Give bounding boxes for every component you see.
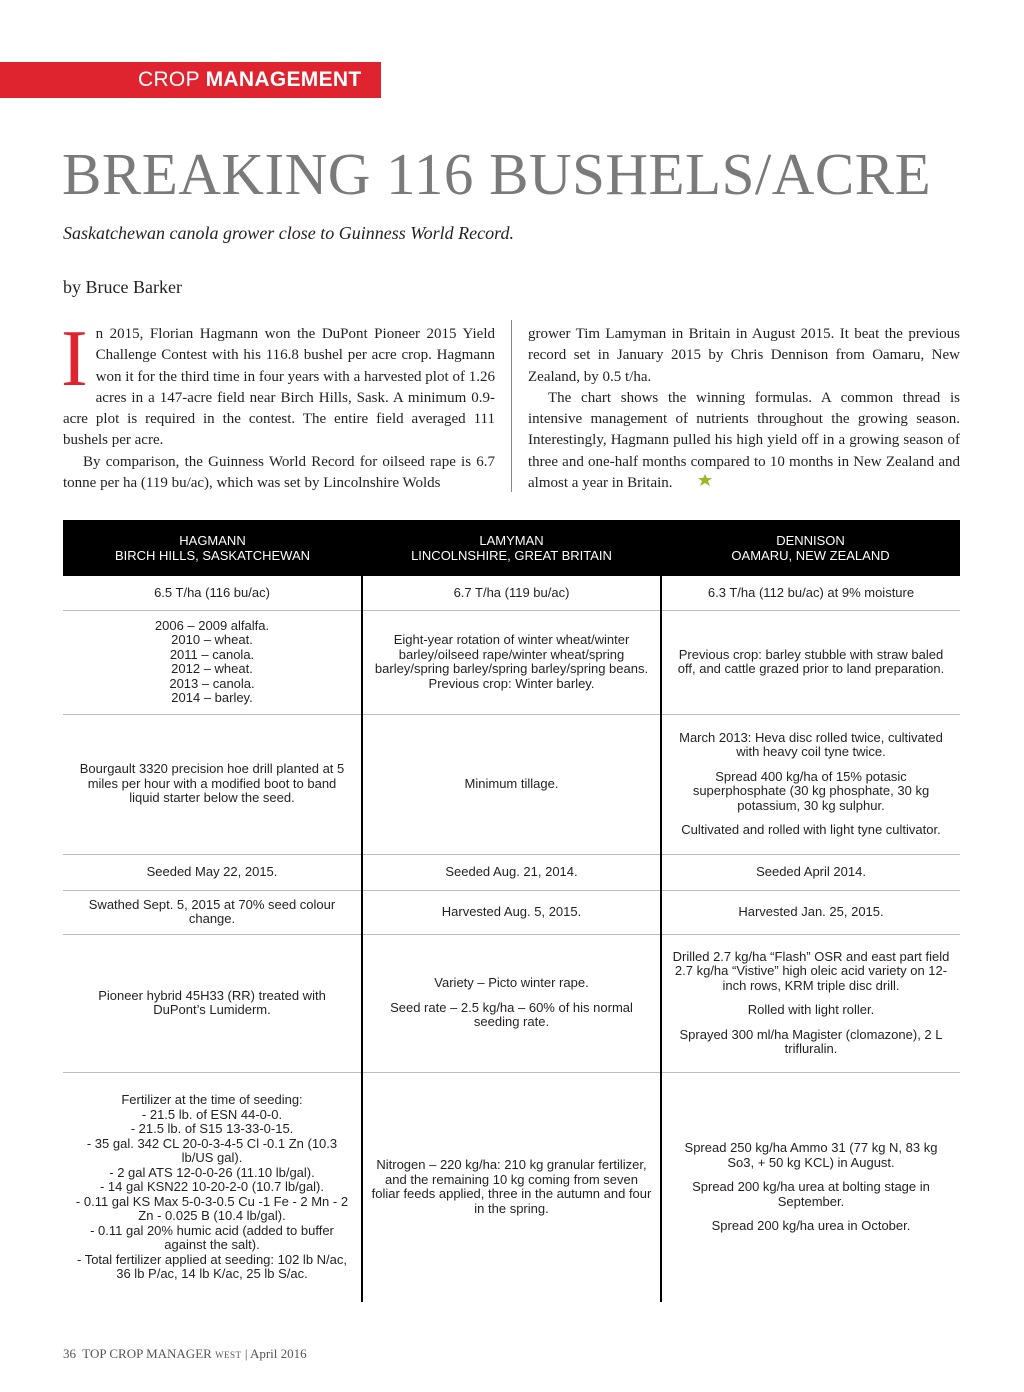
table-cell bbox=[661, 1072, 960, 1302]
table-cell-text: Bourgault 3320 precision hoe drill planted at 5 miles per hour with a modified boot to band liquid starter below the seed. bbox=[79, 761, 345, 806]
table-cell bbox=[661, 890, 960, 934]
table-row bbox=[63, 854, 960, 890]
table-cell-text: Minimum tillage. bbox=[464, 775, 559, 791]
table-cell bbox=[362, 934, 661, 1072]
table-cell-text: Swathed Sept. 5, 2015 at 70% seed colour change. bbox=[88, 896, 336, 926]
table-cell-text: Seeded May 22, 2015. bbox=[146, 863, 278, 879]
table-cell-text: March 2013: Heva disc rolled twice, cultivated with heavy coil tyne twice. bbox=[679, 729, 943, 759]
table-cell bbox=[63, 576, 362, 610]
table-cell bbox=[362, 854, 661, 890]
table-cell bbox=[63, 610, 362, 714]
table-cell-text: Nitrogen – 220 kg/ha: 210 kg granular fertilizer, and the remaining 10 kg coming from seven foliar feeds applied, three in the autumn and four in the spring. bbox=[371, 1157, 652, 1216]
table-cell bbox=[362, 714, 661, 854]
dropcap: I bbox=[61, 315, 88, 403]
table-cell bbox=[661, 576, 960, 610]
table-cell-text: Spread 400 kg/ha of 15% potasic superphosphate (30 kg phosphate, 30 kg potassium, 30 kg sulphur. bbox=[692, 768, 930, 813]
table-cell-text: 6.3 T/ha (112 bu/ac) at 9% moisture bbox=[707, 584, 915, 600]
comparison-table bbox=[63, 520, 960, 1302]
table-cell-text: Spread 250 kg/ha Ammo 31 (77 kg N, 83 kg So3, + 50 kg KCL) in August. bbox=[684, 1140, 938, 1170]
table-cell bbox=[362, 1072, 661, 1302]
table-cell-text: Harvested Jan. 25, 2015. bbox=[738, 903, 884, 919]
headline: BREAKING 116 BUSHELS/ACRE bbox=[62, 141, 932, 207]
table-header-lamyman: LAMYMAN LINCOLNSHIRE, GREAT BRITAIN bbox=[362, 520, 661, 576]
table-cell bbox=[661, 610, 960, 714]
table-cell bbox=[362, 610, 661, 714]
table-cell bbox=[63, 854, 362, 890]
table-cell-text: Harvested Aug. 5, 2015. bbox=[441, 903, 582, 919]
table-cell bbox=[661, 934, 960, 1072]
table-cell bbox=[661, 854, 960, 890]
column-divider bbox=[511, 320, 512, 492]
table-cell-text: Eight-year rotation of winter wheat/winter barley/oilseed rape/winter wheat/spring barley/spring barley/spring barley/spring beans. Previous crop: Winter barley. bbox=[374, 632, 649, 691]
table-cell bbox=[362, 890, 661, 934]
table-cell-text: Seeded April 2014. bbox=[756, 863, 866, 879]
article-column-right bbox=[528, 324, 960, 496]
table-row bbox=[63, 934, 960, 1072]
table-cell bbox=[661, 714, 960, 854]
table-header-row bbox=[63, 520, 960, 576]
table-cell bbox=[63, 1072, 362, 1302]
section-label-light: CROP bbox=[138, 68, 200, 91]
article-paragraph-continued: grower Tim Lamyman in Britain in August 2015. It beat the previous record set in January 2015 by Chris Dennison from Oamaru, New Zealand, by 0.5 t/ha. bbox=[528, 326, 960, 385]
table-cell bbox=[63, 934, 362, 1072]
deck: Saskatchewan canola grower close to Guinness World Record. bbox=[63, 223, 514, 243]
byline: by Bruce Barker bbox=[63, 277, 182, 297]
page-footer bbox=[63, 1346, 307, 1362]
table-cell-text: Previous crop: barley stubble with straw baled off, and cattle grazed prior to land preparation. bbox=[677, 646, 945, 676]
table-cell-text: Drilled 2.7 kg/ha “Flash” OSR and east part field 2.7 kg/ha “Vistive” high oleic acid variety on 12-inch rows, KRM triple disc drill. bbox=[672, 948, 950, 993]
table-cell-text: Variety – Picto winter rape. bbox=[434, 975, 589, 991]
table-cell bbox=[362, 576, 661, 610]
table-cell-text: Rolled with light roller. bbox=[747, 1002, 875, 1017]
table-cell-text: Sprayed 300 ml/ha Magister (clomazone), 2 L trifluralin. bbox=[679, 1026, 943, 1056]
table-cell-text: Spread 200 kg/ha urea at bolting stage in September. bbox=[692, 1179, 930, 1209]
article-paragraph: The chart shows the winning formulas. A common thread is intensive management of nutrients throughout the growing season. Interestingly, Hagmann pulled his high yield off in a growing season of three and one-half months compared to 10 months in New Zealand and almost a year in Britain. bbox=[528, 388, 960, 496]
canola-leaf-icon bbox=[677, 473, 713, 496]
table-header-hagmann: HAGMANN BIRCH HILLS, SASKATCHEWAN bbox=[63, 520, 362, 576]
table-cell bbox=[63, 890, 362, 934]
table-row bbox=[63, 610, 960, 714]
section-tab bbox=[0, 62, 381, 98]
table-cell-text: Pioneer hybrid 45H33 (RR) treated with DuPont’s Lumiderm. bbox=[98, 987, 326, 1017]
table-cell-text: Fertilizer at the time of seeding: - 21.5 lb. of ESN 44-0-0. - 21.5 lb. of S15 13-33-0-15. - 35 gal. 342 CL 20-0-3-4-5 Cl -0.1 Zn (10.3 lb/US gal). - 2 gal ATS 12-0-0-26 (11.10 lb/gal). - 14 gal KSN22 10-20-2-0 (10.7 lb/gal). - 0.11 gal KS Max 5-0-3-0.5 Cu -1 Fe - 2 Mn - 2 Zn - 0.025 B (10.4 lb/gal). - 0.11 gal 20% humic acid (added to buffer against the salt). - Total fertilizer applied at seeding: 102 lb N/ac, 36 lb P/ac, 14 lb K/ac, 25 lb S/ac. bbox=[75, 1092, 349, 1281]
table-row bbox=[63, 714, 960, 854]
table-cell-text: 2006 – 2009 alfalfa. 2010 – wheat. 2011 – canola. 2012 – wheat. 2013 – canola. 2014 – barley. bbox=[154, 617, 270, 705]
table-cell-text: Seeded Aug. 21, 2014. bbox=[445, 863, 578, 879]
table-cell bbox=[63, 714, 362, 854]
table-cell-text: Spread 200 kg/ha urea in October. bbox=[711, 1218, 911, 1233]
table-cell-text: Cultivated and rolled with light tyne cultivator. bbox=[681, 822, 941, 837]
footer-separator: | bbox=[244, 1346, 248, 1361]
magazine-name: TOP CROP MANAGER bbox=[82, 1346, 212, 1361]
table-row bbox=[63, 890, 960, 934]
section-label-bold: MANAGEMENT bbox=[205, 68, 362, 91]
article-paragraph: In 2015, Florian Hagmann won the DuPont Pioneer 2015 Yield Challenge Contest with his 116.8 bushel per acre crop. Hagmann won it for the third time in four years with a harvested plot of 1.26 acres in a 147-acre field near Birch Hills, Sask. A minimum 0.9-acre plot is required in the contest. The entire field averaged 111 bushels per acre. bbox=[61, 315, 495, 449]
table-row bbox=[63, 1072, 960, 1302]
table-cell-text: Seed rate – 2.5 kg/ha – 60% of his normal seeding rate. bbox=[390, 999, 633, 1030]
article-column-left bbox=[61, 315, 495, 494]
issue-date: April 2016 bbox=[249, 1346, 307, 1361]
page-number: 36 bbox=[63, 1346, 76, 1361]
magazine-edition: WEST bbox=[215, 1350, 242, 1360]
table-cell-text: 6.7 T/ha (119 bu/ac) bbox=[453, 584, 570, 600]
article-paragraph: By comparison, the Guinness World Record for oilseed rape is 6.7 tonne per ha (119 bu/ac), which was set by Lincolnshire Wolds bbox=[63, 453, 495, 492]
table-row bbox=[63, 576, 960, 610]
table-cell-text: 6.5 T/ha (116 bu/ac) bbox=[154, 584, 270, 600]
table-header-dennison: DENNISON OAMARU, NEW ZEALAND bbox=[661, 520, 960, 576]
